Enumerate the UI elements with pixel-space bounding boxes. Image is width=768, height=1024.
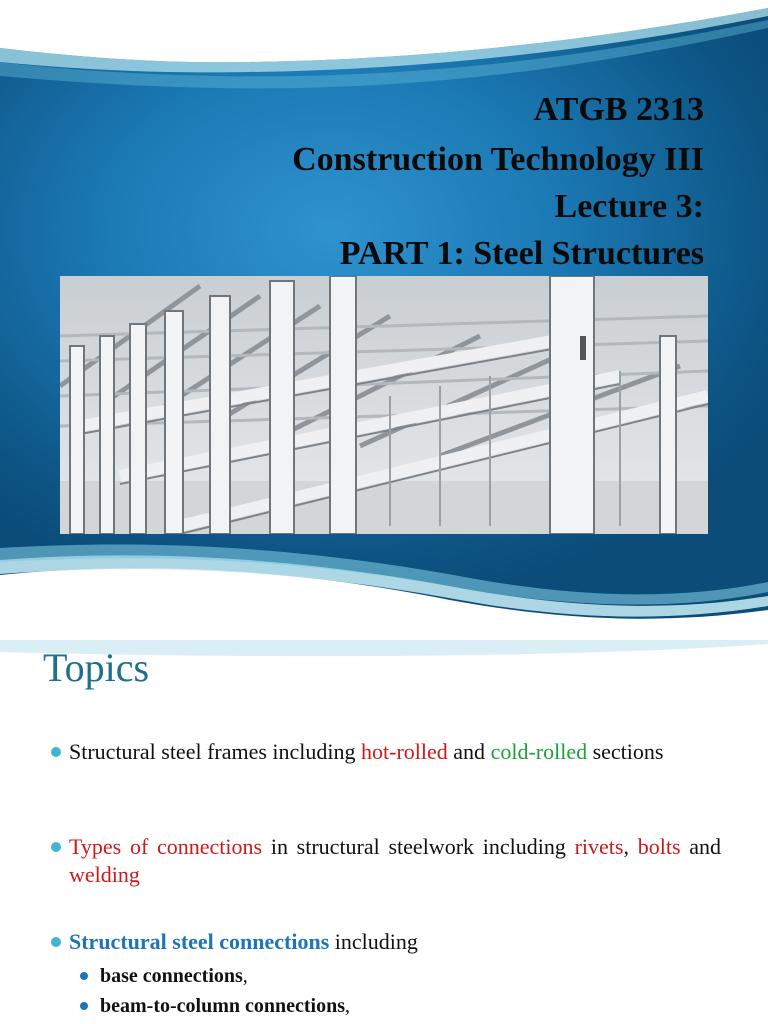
bullet-dot	[51, 747, 61, 757]
highlight-bolts: bolts	[637, 834, 681, 859]
sub-item-punct: ,	[242, 965, 248, 987]
lecture-number: Lecture 3:	[554, 188, 704, 225]
course-code: ATGB 2313	[533, 91, 704, 128]
highlight-structural-steel-connections: Structural steel connections	[69, 929, 330, 954]
highlight-types-of-connections: Types of connections	[69, 834, 263, 859]
sub-item-punct: ,	[344, 995, 350, 1017]
bullet-dot	[51, 937, 61, 947]
topic-item-steel-frames	[69, 738, 721, 766]
text-segment: Structural steel frames including	[69, 739, 362, 764]
highlight-cold-rolled: cold-rolled	[490, 739, 588, 764]
sub-item-base-connections	[100, 964, 248, 988]
highlight-rivets: rivets	[574, 834, 624, 859]
bullet-dot	[51, 842, 61, 852]
topic-item-connection-types	[69, 833, 721, 889]
sub-item-beam-to-column	[100, 994, 350, 1018]
slide-heading: Topics	[43, 645, 150, 690]
sub-item-label: base connections	[100, 965, 243, 987]
steel-frame-photo	[60, 276, 708, 534]
text-segment: sections	[587, 739, 664, 764]
sub-bullet-dot	[80, 972, 88, 980]
topic-item-steel-connections	[69, 928, 721, 956]
highlight-hot-rolled: hot-rolled	[361, 739, 448, 764]
sub-item-label: beam-to-column connections	[100, 995, 345, 1017]
text-segment: in structural steelwork including	[262, 834, 575, 859]
topics-slide	[0, 640, 768, 1024]
course-title: Construction Technology III	[292, 141, 704, 178]
text-segment: and	[680, 834, 722, 859]
lecture-part-title: PART 1: Steel Structures	[339, 235, 704, 272]
sub-bullet-dot	[80, 1002, 88, 1010]
text-segment: including	[329, 929, 418, 954]
text-segment: ,	[623, 834, 638, 859]
text-segment: and	[447, 739, 491, 764]
highlight-welding: welding	[69, 862, 140, 887]
